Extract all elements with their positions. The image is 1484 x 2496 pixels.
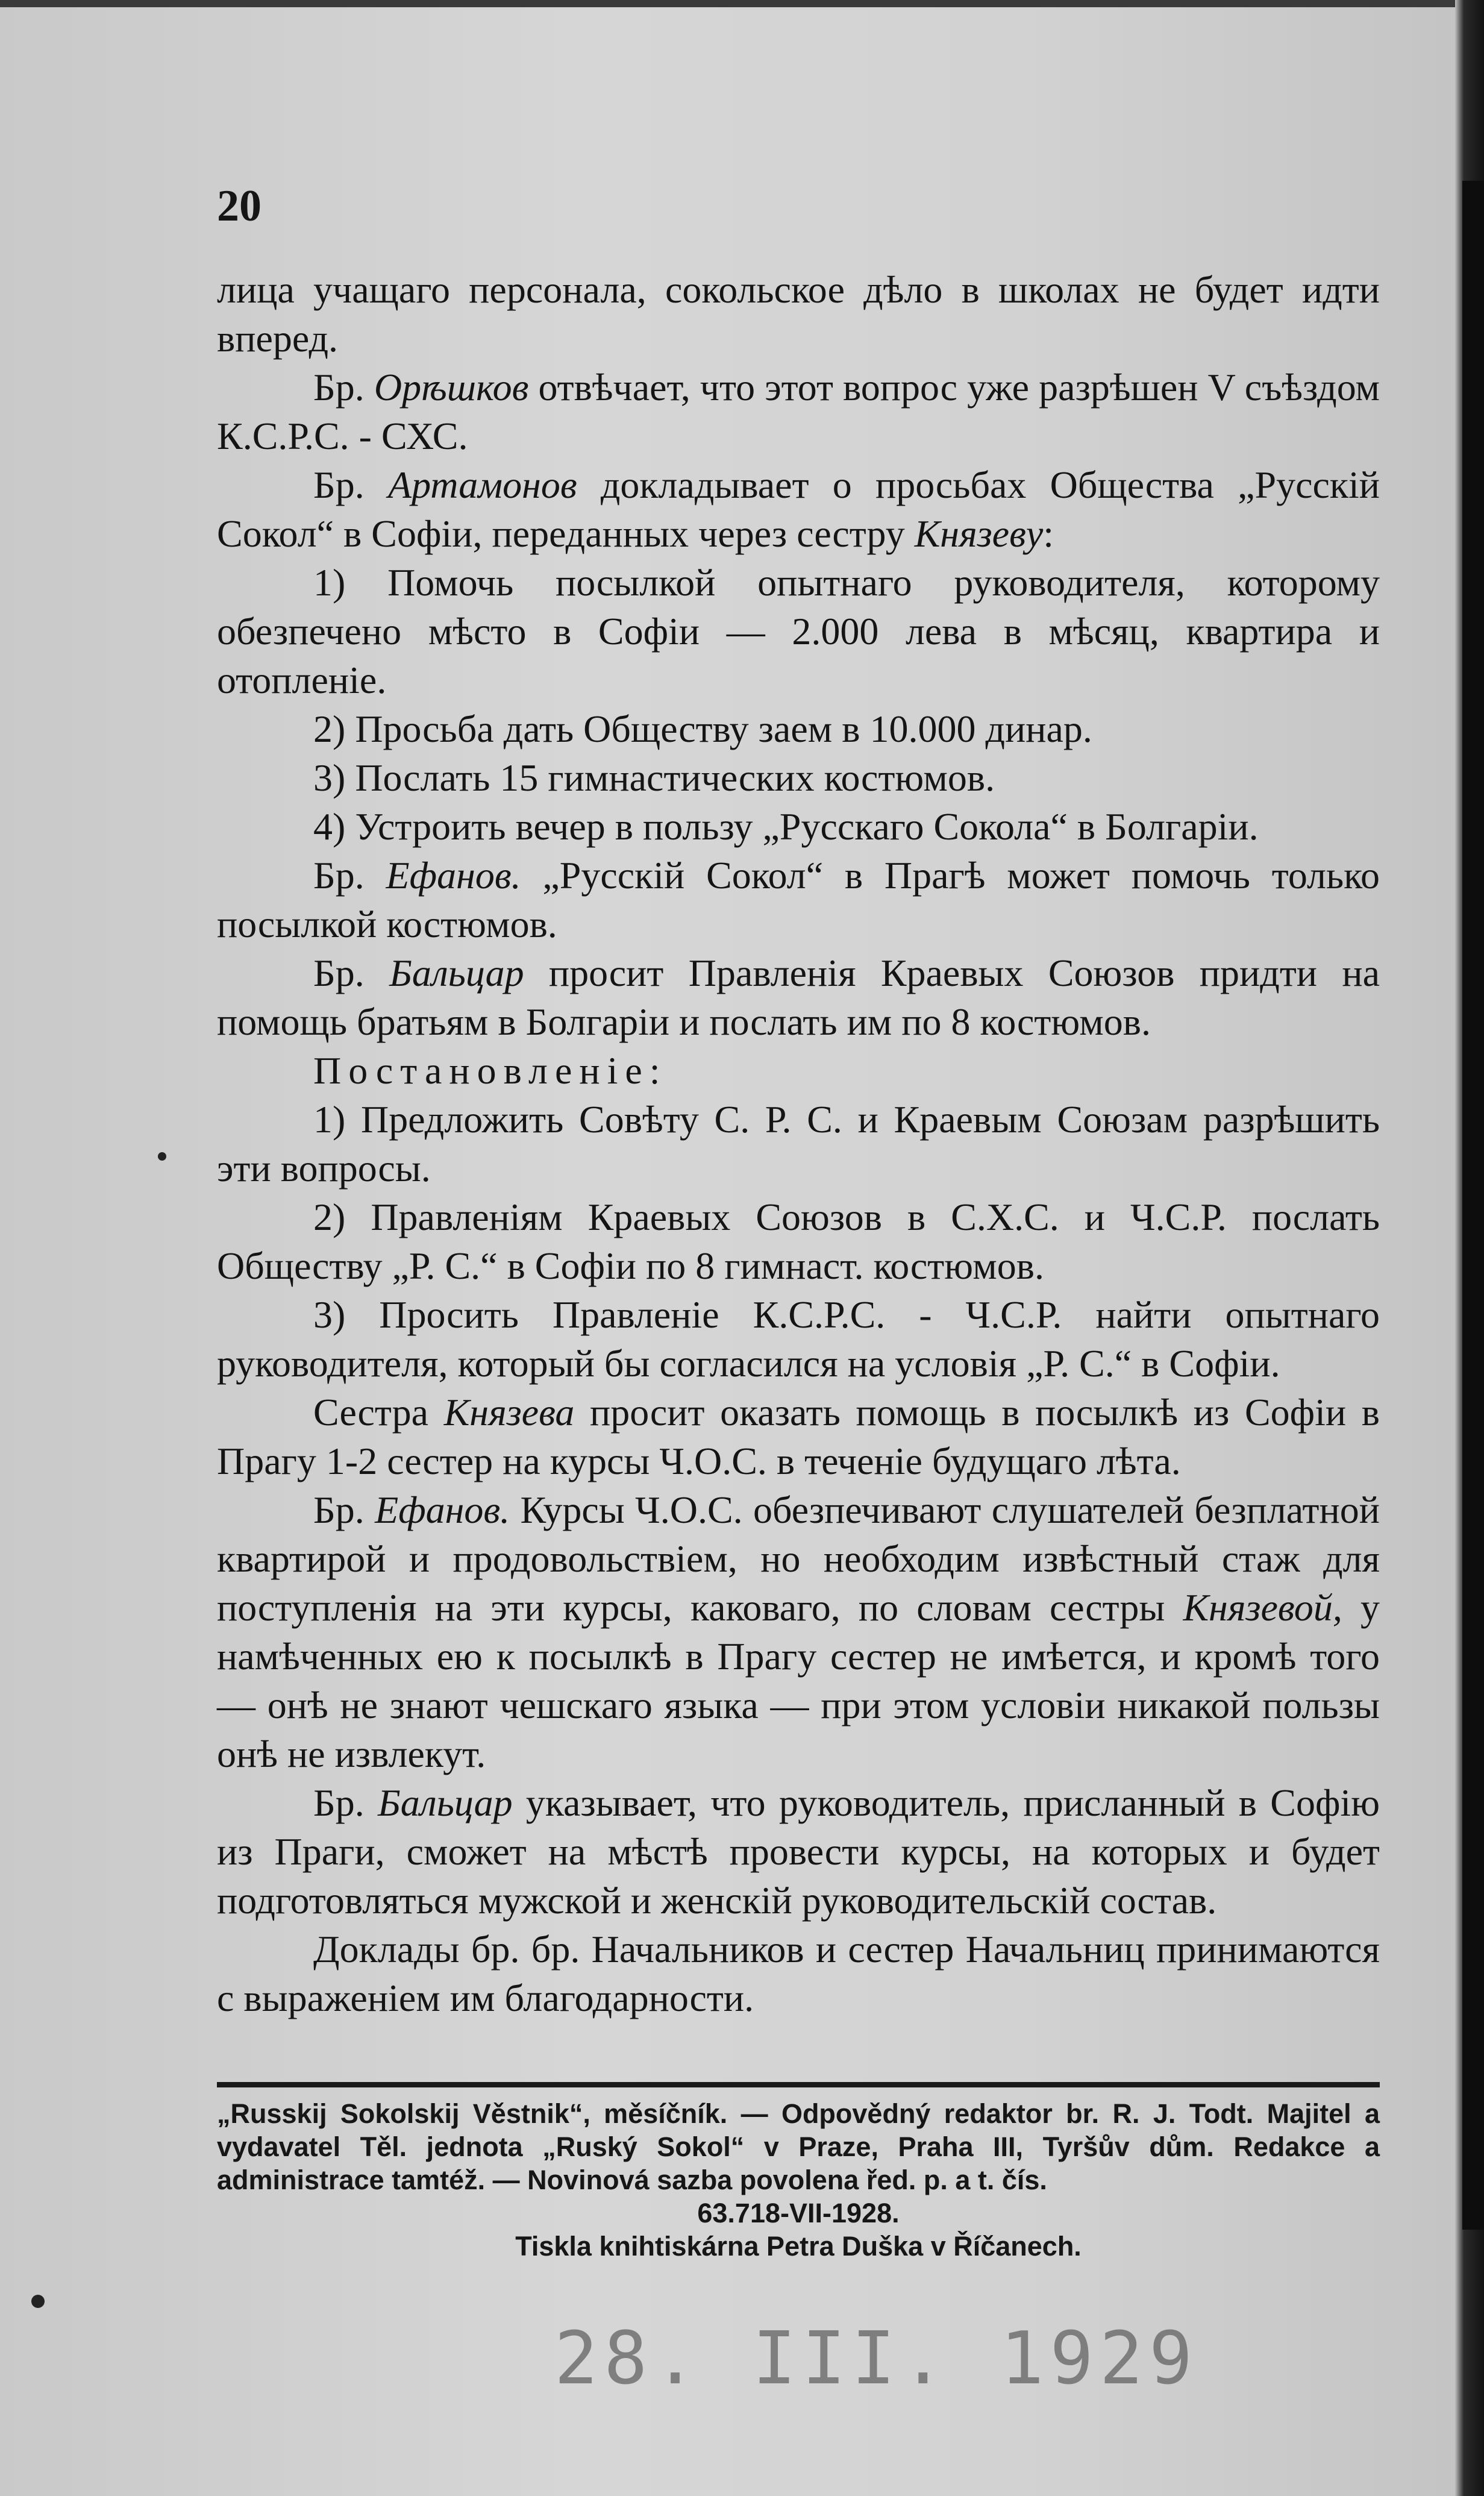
paragraph-text: „Русскій Сокол“ в Прагѣ может помочь только посылкой костюмов.: [217, 854, 1380, 945]
paragraph-text: указывает, что руководитель, присланный в Софію из Праги, сможет на мѣстѣ провести курсы, на которых и будет подготовляться мужской и женскій руководительскій состав.: [217, 1781, 1380, 1922]
paragraph-text: Постановленіе:: [313, 1049, 668, 1092]
document-body: [217, 265, 1380, 2022]
paragraph: [217, 1046, 1380, 1095]
paragraph: [217, 1925, 1380, 2022]
paragraph-text: 4) Устроить вечер в пользу „Русскаго Сокола“ в Болгаріи.: [313, 805, 1259, 848]
paragraph-text: Бр.: [313, 1781, 378, 1824]
paragraph: [217, 704, 1380, 753]
italic-name: Бальцар: [389, 952, 524, 994]
imprint-line-printer: Tiskla knihtiskárna Petra Duška v Říčanech.: [515, 2231, 1082, 2262]
italic-name: Князеву: [914, 512, 1044, 555]
paragraph-text: 2) Правленіям Краевых Союзов в С.Х.С. и Ч.С.Р. послать Обществу „Р. С.“ в Софіи по 8 гимнаст. костюмов.: [217, 1196, 1380, 1287]
paragraph-text: у намѣченных ею к посылкѣ в Прагу сестер не имѣется, и кромѣ того — онѣ не знают чешскаго языка — при этом условіи никакой пользы онѣ не извлекут.: [217, 1586, 1380, 1775]
paragraph: [217, 1193, 1380, 1290]
paragraph-text: 3) Послать 15 гимнастических костюмов.: [313, 756, 995, 799]
paragraph-text: отвѣчает, что этот вопрос уже разрѣшен V съѣздом К.С.Р.С. - СХС.: [217, 366, 1380, 457]
italic-name: Князева: [443, 1391, 575, 1434]
paragraph-text: Сестра: [313, 1391, 444, 1434]
paragraph: [217, 949, 1380, 1046]
paragraph-text: Бр.: [313, 463, 388, 506]
paragraph: [217, 1290, 1380, 1388]
paragraph-text: Курсы Ч.О.С. обезпечивают слушателей безплатной квартирой и продовольствіем, но необходим извѣстный стаж для поступленія на эти курсы, каковаго, по словам сестры: [217, 1488, 1380, 1629]
paragraph: [217, 363, 1380, 460]
paragraph: [217, 1388, 1380, 1485]
paragraph-text: 1) Помочь посылкой опытнаго руководителя, которому обезпечено мѣсто в Софіи — 2.000 лева в мѣсяц, квартира и отопленіе.: [217, 561, 1380, 701]
date-stamp: 28. III. 1929: [554, 2317, 1199, 2401]
italic-name: Орѣшков: [374, 366, 529, 409]
paragraph: [217, 265, 1380, 363]
paragraph-text: лица учащаго персонала, сокольское дѣло в школах не будет идти вперед.: [217, 268, 1380, 360]
paragraph-text: Бр.: [313, 952, 390, 994]
speck: [31, 2295, 45, 2308]
speck: [158, 1152, 166, 1161]
paragraph: [217, 851, 1380, 949]
paragraph: [217, 802, 1380, 851]
imprint-line-publisher: „Russkij Sokolskij Věstnik“, měsíčník. — Odpovědný redaktor br. R. J. Todt. Majitel a vydavatel Těl. jednota „Ruský Sokol“ v Praze, Praha III, Tyršův dům. Redakce a administrace tamtéž. — Novinová sazba povolena řed. p. a t. čís.: [217, 2098, 1380, 2195]
imprint: [217, 2097, 1380, 2263]
paragraph: [217, 1778, 1380, 1925]
paragraph-text: докладывает о просьбах Общества „Русскій Сокол“ в Софіи, переданных через сестру: [217, 463, 1380, 555]
imprint-line-permit: 63.718-VII-1928.: [697, 2198, 900, 2228]
paragraph-text: Бр.: [313, 366, 374, 409]
page-number: 20: [217, 181, 261, 231]
italic-name: Князевой,: [1183, 1586, 1342, 1629]
paragraph: [217, 1095, 1380, 1193]
footer-rule: [217, 2082, 1380, 2087]
paragraph-text: просит оказать помощь в посылкѣ из Софіи в Прагу 1-2 сестер на курсы Ч.О.С. в теченіе будущаго лѣта.: [217, 1391, 1380, 1482]
italic-name: Ефанов.: [375, 1488, 510, 1531]
paragraph-text: Доклады бр. бр. Начальников и сестер Начальниц принимаются с выраженіем им благодарности.: [217, 1928, 1380, 2019]
italic-name: Ефанов.: [386, 854, 521, 897]
paragraph: [217, 558, 1380, 704]
italic-name: Артамонов: [387, 463, 577, 506]
paragraph: [217, 753, 1380, 802]
paragraph-text: 1) Предложить Совѣту С. Р. С. и Краевым Союзам разрѣшить эти вопросы.: [217, 1098, 1380, 1190]
paragraph-text: 3) Просить Правленіе К.С.Р.С. - Ч.С.Р. найти опытнаго руководителя, который бы согласился на условія „Р. С.“ в Софіи.: [217, 1293, 1380, 1385]
paragraph: [217, 460, 1380, 558]
binding-edge: [1462, 181, 1484, 2230]
paragraph-text: просит Правленія Краевых Союзов придти на помощь братьям в Болгаріи и послать им по 8 костюмов.: [217, 952, 1380, 1043]
paragraph-text: 2) Просьба дать Обществу заем в 10.000 динар.: [313, 707, 1092, 750]
paragraph-text: :: [1043, 512, 1054, 555]
paragraph: [217, 1485, 1380, 1778]
italic-name: Бальцар: [378, 1781, 513, 1824]
paragraph-text: Бр.: [313, 854, 386, 897]
paragraph-text: Бр.: [313, 1488, 375, 1531]
